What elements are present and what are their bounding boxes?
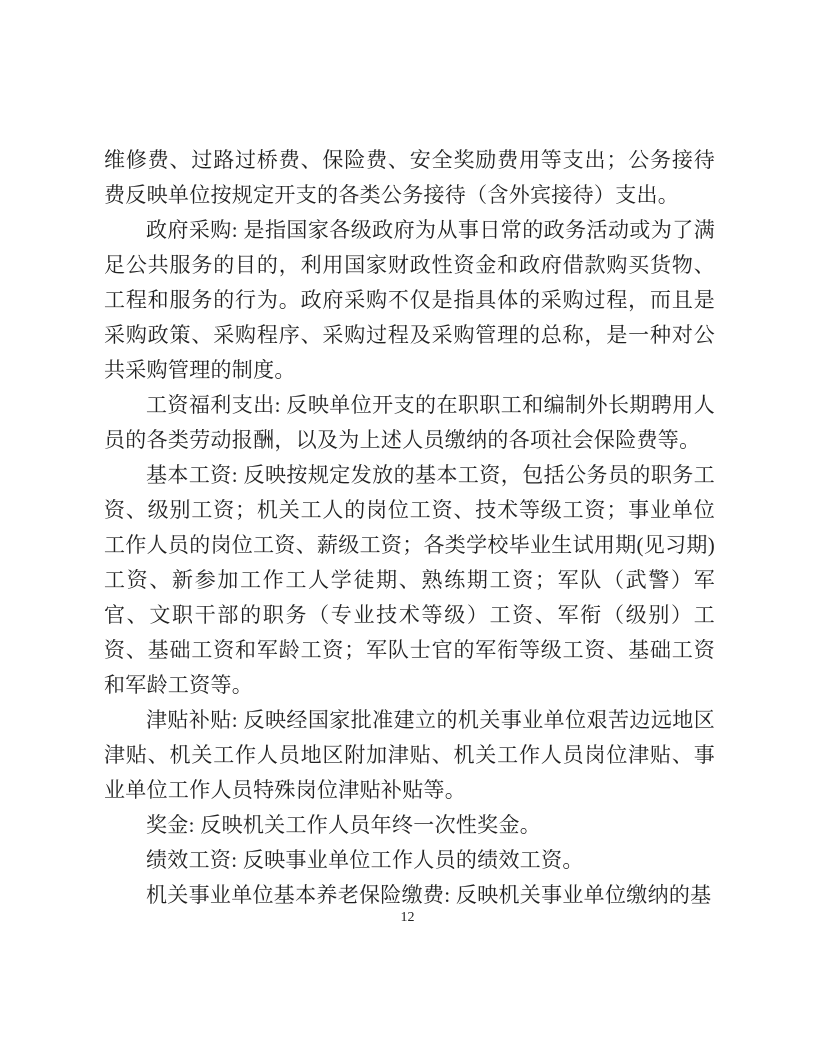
paragraph-pension-contribution: 机关事业单位基本养老保险缴费: 反映机关事业单位缴纳的基 (146, 883, 712, 907)
paragraph-allowance-subsidy: 津贴补贴: 反映经国家批准建立的机关事业单位艰苦边远地区津贴、机关工作人员地区附加津贴、机关工作人员岗位津贴、事业单位工作人员特殊岗位津贴补贴等。 (104, 708, 715, 802)
page-number: 12 (400, 910, 415, 925)
paragraph-basic-wage: 基本工资: 反映按规定发放的基本工资，包括公务员的职务工资、级别工资；机关工人的岗位工资、技术等级工资；事业单位工作人员的岗位工资、薪级工资；各类学校毕业生试用期(见习期)工资、新参加工作工人学徒期、熟练期工资；军队（武警）军官、文职干部的职务（专业技术等级）工资、军衔（级别）工资、基础工资和军龄工资；军队士官的军衔等级工资、基础工资和军龄工资等。 (104, 463, 715, 697)
paragraph-maintenance-fee-continuation: 维修费、过路过桥费、保险费、安全奖励费用等支出；公务接待费反映单位按规定开支的各类公务接待（含外宾接待）支出。 (104, 148, 715, 207)
paragraph-performance-wage: 绩效工资: 反映事业单位工作人员的绩效工资。 (146, 848, 584, 872)
paragraph-government-procurement: 政府采购: 是指国家各级政府为从事日常的政务活动或为了满足公共服务的目的，利用国家财政性资金和政府借款购买货物、工程和服务的行为。政府采购不仅是指具体的采购过程，而且是采购政策、采购程序、采购过程及采购管理的总称，是一种对公共采购管理的制度。 (104, 218, 715, 382)
paragraph-wage-welfare-expenditure: 工资福利支出: 反映单位开支的在职职工和编制外长期聘用人员的各类劳动报酬，以及为上述人员缴纳的各项社会保险费等。 (104, 393, 715, 452)
paragraph-bonus: 奖金: 反映机关工作人员年终一次性奖金。 (146, 813, 542, 837)
body-text (104, 143, 715, 913)
